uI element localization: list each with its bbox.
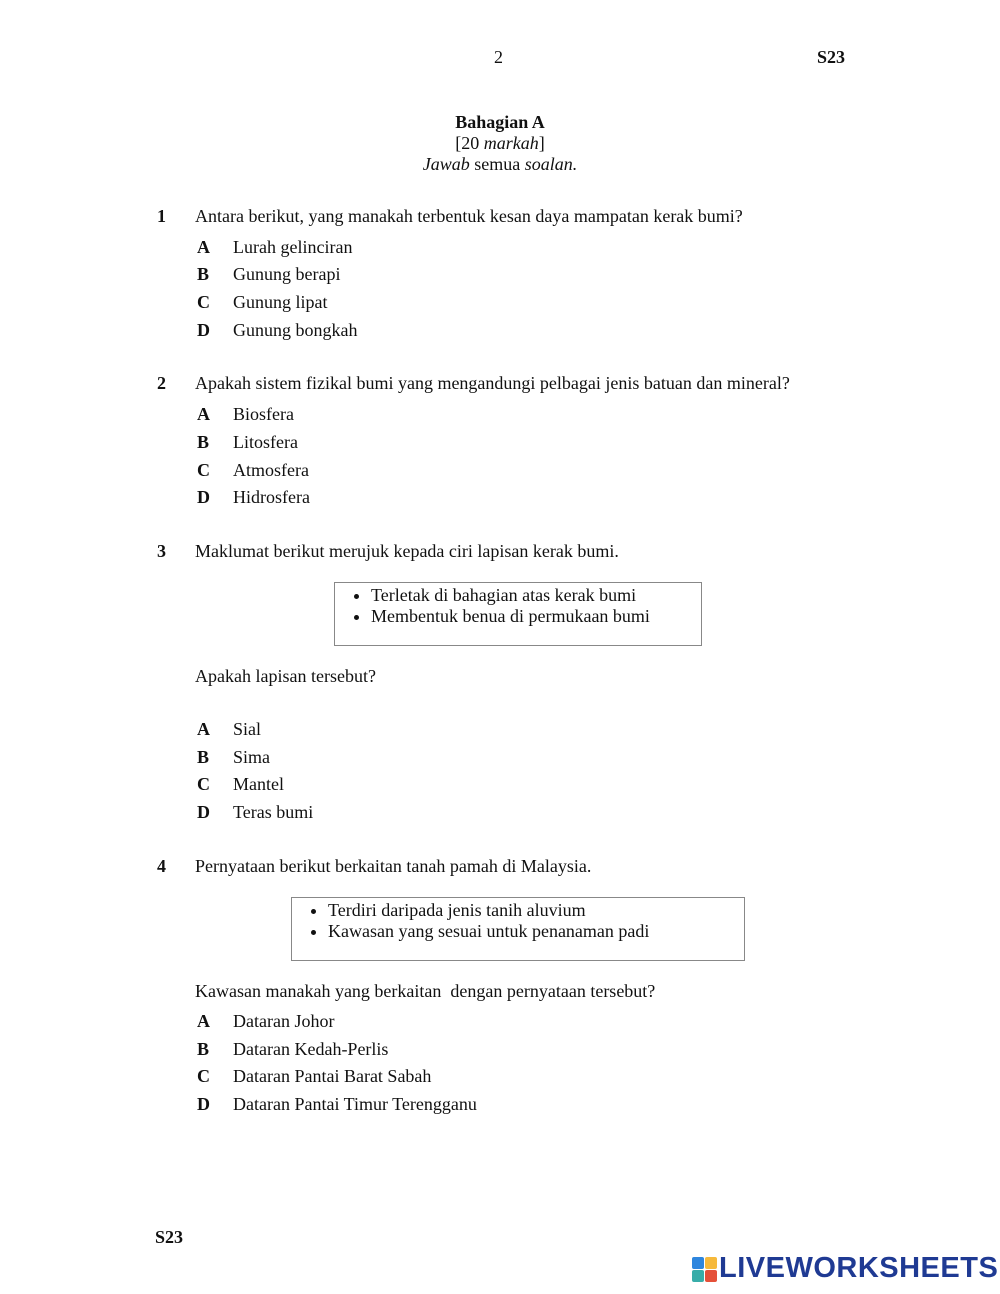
section-instruction: Jawab semua soalan.: [422, 154, 578, 174]
question-prompt: Kawasan manakah yang berkaitan dengan pernyataan tersebut?: [195, 981, 656, 1001]
option-letter: B: [197, 432, 210, 452]
footer-paper-code: S23: [155, 1227, 184, 1247]
option-letter: C: [197, 292, 210, 312]
option-letter: D: [197, 1094, 210, 1114]
question-text: Apakah sistem fizikal bumi yang mengandungi pelbagai jenis batuan dan mineral?: [195, 373, 790, 393]
option-letter: D: [197, 320, 210, 340]
question-number: 4: [157, 856, 166, 876]
option-text[interactable]: Gunung lipat: [233, 292, 328, 312]
option-letter: A: [197, 404, 210, 424]
info-box: [291, 897, 745, 961]
paper-code: S23: [817, 47, 846, 67]
question-text: Antara berikut, yang manakah terbentuk kesan daya mampatan kerak bumi?: [195, 206, 743, 226]
option-text[interactable]: Dataran Pantai Timur Terengganu: [233, 1094, 477, 1114]
option-letter: A: [197, 719, 210, 739]
logo-square: [705, 1270, 717, 1282]
option-letter: D: [197, 487, 210, 507]
option-letter: C: [197, 460, 210, 480]
logo-square: [705, 1257, 717, 1269]
option-text[interactable]: Teras bumi: [233, 802, 314, 822]
logo-square: [692, 1257, 704, 1269]
info-box: [334, 582, 702, 646]
option-text[interactable]: Lurah gelinciran: [233, 237, 353, 257]
option-letter: B: [197, 1039, 210, 1059]
question-number: 1: [157, 206, 166, 226]
option-text[interactable]: Gunung berapi: [233, 264, 341, 284]
option-text[interactable]: Sial: [233, 719, 262, 739]
liveworksheets-logo: [692, 1252, 998, 1285]
option-text[interactable]: Hidrosfera: [233, 487, 310, 507]
info-bullet: • Terdiri daripada jenis tanih aluvium: [328, 900, 744, 921]
question-text: Maklumat berikut merujuk kepada ciri lapisan kerak bumi.: [195, 541, 619, 561]
option-letter: B: [197, 264, 210, 284]
option-letter: B: [197, 747, 210, 767]
option-letter: C: [197, 1066, 210, 1086]
liveworksheets-icon: [692, 1257, 716, 1281]
option-text[interactable]: Atmosfera: [233, 460, 309, 480]
page-number: 2: [494, 47, 503, 67]
info-bullet: • Membentuk benua di permukaan bumi: [371, 606, 701, 627]
option-text[interactable]: Gunung bongkah: [233, 320, 358, 340]
option-text[interactable]: Mantel: [233, 774, 284, 794]
option-text[interactable]: Litosfera: [233, 432, 298, 452]
logo-square: [692, 1270, 704, 1282]
question-prompt: Apakah lapisan tersebut?: [195, 666, 376, 686]
question-number: 2: [157, 373, 166, 393]
option-letter: D: [197, 802, 210, 822]
option-text[interactable]: Sima: [233, 747, 271, 767]
option-letter: A: [197, 237, 210, 257]
option-text[interactable]: Dataran Kedah-Perlis: [233, 1039, 389, 1059]
question-number: 3: [157, 541, 166, 561]
info-bullet: • Terletak di bahagian atas kerak bumi: [371, 585, 701, 606]
info-bullet: • Kawasan yang sesuai untuk penanaman padi: [328, 921, 744, 942]
section-marks: [20 markah]: [455, 133, 545, 153]
option-letter: C: [197, 774, 210, 794]
option-text[interactable]: Dataran Pantai Barat Sabah: [233, 1066, 432, 1086]
brand-text: LIVEWORKSHEETS: [719, 1252, 999, 1284]
section-title: Bahagian A: [455, 112, 545, 132]
option-text[interactable]: Dataran Johor: [233, 1011, 335, 1031]
option-letter: A: [197, 1011, 210, 1031]
question-text: Pernyataan berikut berkaitan tanah pamah di Malaysia.: [195, 856, 592, 876]
option-text[interactable]: Biosfera: [233, 404, 294, 424]
